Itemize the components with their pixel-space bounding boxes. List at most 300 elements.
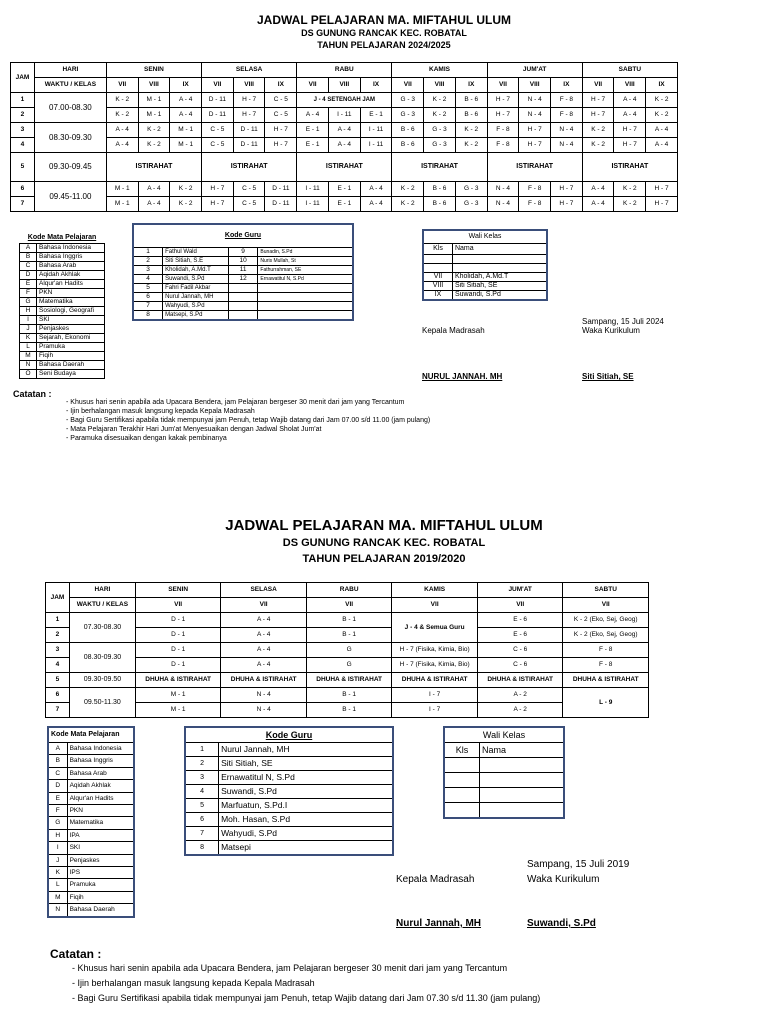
s1-guru-no: 8 — [133, 311, 163, 321]
s2-mapel-table — [47, 726, 135, 918]
s1-mapel-row — [20, 253, 105, 262]
s2-jam-cell: 3 — [46, 643, 70, 658]
s1-guru-no: 7 — [133, 302, 163, 311]
s2-mapel-row — [48, 829, 134, 841]
s2-jam-cell: 1 — [46, 613, 70, 628]
s2-date: Sampang, 15 Juli 2019 — [527, 859, 630, 870]
s1-mapel-code: D — [20, 271, 37, 280]
s1-time-cell: 08.30-09.30 — [34, 123, 106, 153]
s2-mapel-code: H — [48, 829, 67, 841]
s1-wali-name — [452, 264, 547, 273]
s1-cell: K - 2 — [646, 93, 678, 108]
s1-wali-kls: VII — [423, 273, 452, 282]
s2-cell: B - 1 — [306, 613, 392, 628]
s1-cell: H - 7 — [202, 182, 234, 197]
s2-dhuha-cell: DHUHA & ISTIRAHAT — [392, 673, 478, 688]
s1-jam-cell: 6 — [11, 182, 35, 197]
s2-mapel-code: N — [48, 904, 67, 917]
s2-cell: A - 4 — [221, 613, 307, 628]
s1-class-header: IX — [455, 78, 487, 93]
s2-class-header: VII — [563, 598, 649, 613]
s2-mapel-name: Matematika — [67, 817, 134, 829]
s2-cell: D - 1 — [135, 643, 221, 658]
s1-wali-name: Kholidah, A.Md.T — [452, 273, 547, 282]
s2-mapel-row — [48, 842, 134, 854]
s1-cell: K - 2 — [138, 123, 170, 138]
s2-row-1 — [46, 613, 649, 628]
s1-guru-name — [258, 293, 353, 302]
s1-waktu-header: WAKTU / KELAS — [34, 78, 106, 93]
s2-guru-no: 7 — [185, 827, 219, 841]
s1-mapel-row — [20, 325, 105, 334]
s1-cell: M - 1 — [170, 123, 202, 138]
s1-cell: N - 4 — [519, 93, 551, 108]
s1-guru-name — [258, 284, 353, 293]
s1-cell: D - 11 — [202, 93, 234, 108]
s1-kepala-name: NURUL JANNAH. MH — [422, 372, 503, 381]
s1-wali-row — [423, 282, 547, 291]
s2-mapel-row — [48, 904, 134, 917]
s1-cell: B - 6 — [455, 93, 487, 108]
s1-time-cell: 09.45-11.00 — [34, 182, 106, 212]
s1-cell: C - 5 — [265, 108, 297, 123]
s2-row-3 — [46, 643, 649, 658]
s1-class-header: VII — [487, 78, 519, 93]
s2-cell: N - 4 — [221, 703, 307, 718]
s1-guru-row — [133, 257, 353, 266]
s1-guru-name: Nurul Jannah, MH — [163, 293, 229, 302]
s1-cell: H - 7 — [646, 182, 678, 197]
s1-cell: F - 8 — [519, 197, 551, 212]
s1-cell: H - 7 — [202, 197, 234, 212]
s1-note: - Khusus hari senin apabila ada Upacara Bendera, jam Pelajaran bergeser 30 menit dari jam yang Tercantum — [66, 399, 405, 406]
s2-guru-row — [185, 757, 393, 771]
s1-cell: K - 2 — [582, 123, 614, 138]
s1-cell: D - 11 — [233, 123, 265, 138]
s2-mapel-code: J — [48, 854, 67, 866]
s1-mapel-row — [20, 289, 105, 298]
s1-wali-name — [452, 255, 547, 264]
s2-mapel-code: B — [48, 755, 67, 767]
s2-waka-name: Suwandi, S.Pd — [527, 918, 596, 929]
s2-mapel-name: Pramuka — [67, 879, 134, 891]
s2-day-sabtu: SABTU — [563, 583, 649, 598]
s1-cell: A - 4 — [646, 138, 678, 153]
s1-cell: F - 8 — [551, 93, 583, 108]
s1-guru-name: Siti Sitiah, S.E — [163, 257, 229, 266]
s1-cell: H - 7 — [233, 93, 265, 108]
s2-guru-row — [185, 813, 393, 827]
s1-mapel-name: Bahasa Daerah — [37, 361, 105, 370]
s1-guru-no: 3 — [133, 266, 163, 275]
s2-mapel-row — [48, 805, 134, 817]
s2-guru-no: 3 — [185, 771, 219, 785]
s1-cell: H - 7 — [551, 182, 583, 197]
s1-cell: G - 3 — [392, 93, 424, 108]
s1-mapel-name: Seni Budaya — [37, 370, 105, 379]
s2-mapel-code: F — [48, 805, 67, 817]
s1-wali-name: Siti Sitiah, SE — [452, 282, 547, 291]
s1-cell: B - 6 — [392, 123, 424, 138]
s1-guru-name: Fathurrahman, SE — [258, 266, 353, 275]
s1-notes — [66, 398, 430, 443]
s1-guru-row — [133, 311, 353, 321]
s2-guru-no: 2 — [185, 757, 219, 771]
s1-wali-title: Wali Kelas — [468, 233, 502, 240]
s1-mapel-name: Sejarah, Ekonomi — [37, 334, 105, 343]
s1-cell: K - 2 — [614, 182, 646, 197]
s2-guru-row — [185, 799, 393, 813]
s2-mapel-code: E — [48, 792, 67, 804]
s1-cell: G - 3 — [455, 197, 487, 212]
s1-cell: K - 2 — [614, 197, 646, 212]
s1-wali-nama-header: Nama — [452, 244, 547, 255]
s1-mapel-table — [19, 233, 105, 379]
s1-guru-name: Bunadin, S.Pd — [258, 248, 353, 257]
s1-cell: F - 8 — [487, 138, 519, 153]
s1-guru-name: Ernawatitul N, S.Pd — [258, 275, 353, 284]
s1-mapel-name: Bahasa Inggris — [37, 253, 105, 262]
s2-class-header: VII — [135, 598, 221, 613]
s1-mapel-name: Aqidah Akhlak — [37, 271, 105, 280]
s1-guru-row — [133, 266, 353, 275]
s2-mapel-code: M — [48, 891, 67, 903]
s1-istirahat-cell: ISTIRAHAT — [392, 153, 487, 182]
s1-mapel-code: E — [20, 280, 37, 289]
s1-day-rabu: RABU — [297, 63, 392, 78]
s2-cell: H - 7 (Fisika, Kimia, Bio) — [392, 643, 478, 658]
s2-cell: A - 2 — [477, 688, 563, 703]
s2-jam-cell: 6 — [46, 688, 70, 703]
s1-cell: H - 7 — [646, 197, 678, 212]
s2-mapel-name: Bahasa Indonesia — [67, 743, 134, 755]
s1-mapel-row — [20, 370, 105, 379]
s1-cell: F - 8 — [551, 108, 583, 123]
s2-cell: A - 2 — [477, 703, 563, 718]
s1-mapel-name: SKI — [37, 316, 105, 325]
s1-row-1 — [11, 93, 678, 108]
s1-day-jumat: JUM'AT — [487, 63, 582, 78]
s1-cell: A - 4 — [170, 108, 202, 123]
s1-cell: H - 7 — [614, 138, 646, 153]
s2-kepala-name: Nurul Jannah, MH — [396, 918, 482, 929]
s1-cell: C - 5 — [233, 197, 265, 212]
s1-cell: A - 4 — [646, 123, 678, 138]
s2-mapel-row — [48, 867, 134, 879]
s1-cell: K - 2 — [424, 108, 456, 123]
s1-guru-no: 1 — [133, 248, 163, 257]
s1-date: Sampang, 15 Juli 2024 — [582, 317, 664, 326]
s1-mapel-code: A — [20, 244, 37, 253]
s1-cell: K - 2 — [455, 138, 487, 153]
s2-cell: F - 8 — [563, 658, 649, 673]
s1-wali-kls: VIII — [423, 282, 452, 291]
s2-mapel-name: IPS — [67, 867, 134, 879]
s2-wali-title: Wali Kelas — [444, 727, 564, 743]
s2-guru-no: 8 — [185, 841, 219, 856]
s1-mapel-row — [20, 343, 105, 352]
s2-time-cell: 09.30-09.50 — [69, 673, 135, 688]
s1-guru-row — [133, 293, 353, 302]
s1-mapel-name: PKN — [37, 289, 105, 298]
s2-mapel-name: Fiqih — [67, 891, 134, 903]
s1-mapel-name: Sosiologi, Geografi — [37, 307, 105, 316]
s2-guru-no: 1 — [185, 743, 219, 757]
s2-cell: A - 4 — [221, 628, 307, 643]
s1-guru-name: Suwandi, S.Pd — [163, 275, 229, 284]
s2-kamis-note: J - 4 & Semua Guru — [392, 613, 478, 643]
s2-mapel-code: K — [48, 867, 67, 879]
s1-guru-no — [228, 311, 258, 321]
s1-cell: G - 3 — [424, 138, 456, 153]
s1-cell: E - 1 — [328, 197, 360, 212]
s1-mapel-code: G — [20, 298, 37, 307]
s1-cell: H - 7 — [582, 108, 614, 123]
s1-class-header: IX — [551, 78, 583, 93]
s2-cell: K - 2 (Eko, Sej, Geog) — [563, 613, 649, 628]
s2-cell: I - 7 — [392, 703, 478, 718]
s2-cell: N - 4 — [221, 688, 307, 703]
s2-note: - Khusus hari senin apabila ada Upacara Bendera, jam Pelajaran bergeser 30 menit dari jam yang Tercantum — [72, 963, 508, 973]
s1-guru-name — [258, 311, 353, 321]
s1-guru-title: Kode Guru — [224, 232, 262, 239]
s1-row-6 — [11, 182, 678, 197]
s1-guru-table — [132, 223, 354, 321]
s2-wali-cell — [444, 788, 480, 803]
s1-mapel-row — [20, 280, 105, 289]
s1-cell: G - 3 — [455, 182, 487, 197]
s1-class-header: VII — [297, 78, 329, 93]
s1-wali-row — [423, 291, 547, 301]
s1-class-header: VIII — [233, 78, 265, 93]
s1-subtitle: DS GUNUNG RANCAK KEC. ROBATAL — [301, 28, 467, 38]
s2-cell: C - 6 — [477, 643, 563, 658]
s2-mapel-row — [48, 755, 134, 767]
s2-guru-row — [185, 785, 393, 799]
s1-cell: H - 7 — [551, 197, 583, 212]
s1-cell: A - 4 — [106, 123, 138, 138]
s1-row-4 — [11, 138, 678, 153]
s2-kepala-label: Kepala Madrasah — [396, 874, 475, 885]
s2-cell: I - 7 — [392, 688, 478, 703]
s2-guru-row — [185, 743, 393, 757]
s2-day-jumat: JUM'AT — [477, 583, 563, 598]
s1-wali-row — [423, 264, 547, 273]
s1-istirahat-cell: ISTIRAHAT — [297, 153, 392, 182]
s1-cell: M - 1 — [106, 197, 138, 212]
s1-cell: M - 1 — [138, 108, 170, 123]
s2-mapel-name: Alqur'an Hadits — [67, 792, 134, 804]
s2-row-6 — [46, 688, 649, 703]
s2-cell: A - 4 — [221, 643, 307, 658]
s1-cell: A - 4 — [360, 197, 392, 212]
s2-class-header: VII — [306, 598, 392, 613]
s2-cell: H - 7 (Fisika, Kimia, Bio) — [392, 658, 478, 673]
s1-mapel-name: Bahasa Indonesia — [37, 244, 105, 253]
s1-cell: A - 4 — [170, 93, 202, 108]
s1-cell: K - 2 — [582, 138, 614, 153]
s1-cell: B - 6 — [424, 182, 456, 197]
s1-note: - Mata Pelajaran Terakhir Hari Jum'at Menyesuaikan dengan Jadwal Sholat Jum'at — [66, 426, 322, 433]
s2-class-header: VII — [221, 598, 307, 613]
s2-mapel-code: G — [48, 817, 67, 829]
s1-mapel-row — [20, 361, 105, 370]
s1-wali-row — [423, 255, 547, 264]
s2-wali-table — [443, 726, 565, 819]
s1-class-header: IX — [360, 78, 392, 93]
s1-catatan: Catatan : — [13, 389, 52, 399]
s2-guru-table — [184, 726, 394, 856]
s1-time-cell: 07.00-08.30 — [34, 93, 106, 123]
s2-mapel-title: Kode Mata Pelajaran — [48, 727, 134, 743]
s2-class-header: VII — [477, 598, 563, 613]
s2-waka-label: Waka Kurikulum — [527, 874, 600, 885]
s1-cell: A - 4 — [328, 138, 360, 153]
s2-cell: G — [306, 643, 392, 658]
s1-mapel-code: H — [20, 307, 37, 316]
s2-mapel-row — [48, 854, 134, 866]
s1-guru-row — [133, 248, 353, 257]
s2-wali-kls-header: Kls — [444, 743, 480, 758]
s1-mapel-title: Kode Mata Pelajaran — [27, 234, 97, 241]
s2-mapel-name: Penjaskes — [67, 854, 134, 866]
s1-mapel-code: F — [20, 289, 37, 298]
s1-istirahat-cell: ISTIRAHAT — [582, 153, 677, 182]
s1-row-3 — [11, 123, 678, 138]
s2-schedule-table — [45, 582, 649, 718]
s2-guru-name: Ernawatitul N, S.Pd — [219, 771, 393, 785]
s1-mapel-row — [20, 271, 105, 280]
s2-jam-cell: 7 — [46, 703, 70, 718]
s1-cell: A - 4 — [138, 182, 170, 197]
s1-cell: C - 5 — [233, 182, 265, 197]
s2-note: - Ijin berhalangan masuk langsung kepada Kepala Madrasah — [72, 978, 315, 988]
s2-subtitle: DS GUNUNG RANCAK KEC. ROBATAL — [282, 537, 486, 549]
s2-day-rabu: RABU — [306, 583, 392, 598]
s1-cell: K - 2 — [138, 138, 170, 153]
s1-guru-no: 6 — [133, 293, 163, 302]
s2-cell: F - 8 — [563, 643, 649, 658]
s2-guru-row — [185, 841, 393, 856]
s1-istirahat-cell: ISTIRAHAT — [106, 153, 201, 182]
s1-cell: C - 5 — [202, 123, 234, 138]
s2-guru-name: Marfuatun, S.Pd.I — [219, 799, 393, 813]
s1-cell: B - 6 — [392, 138, 424, 153]
s2-row-5 — [46, 673, 649, 688]
s1-guru-no: 9 — [228, 248, 258, 257]
s1-guru-no: 2 — [133, 257, 163, 266]
s1-jam-cell: 4 — [11, 138, 35, 153]
s1-cell: A - 4 — [297, 108, 329, 123]
s2-cell: B - 1 — [306, 703, 392, 718]
s1-guru-row — [133, 284, 353, 293]
s1-cell: K - 2 — [455, 123, 487, 138]
s1-cell: H - 7 — [265, 138, 297, 153]
s1-class-header: VII — [392, 78, 424, 93]
s1-guru-row — [133, 302, 353, 311]
s2-mapel-name: Aqidah Akhlak — [67, 780, 134, 792]
s1-cell: E - 1 — [297, 138, 329, 153]
s1-class-header: VIII — [328, 78, 360, 93]
s1-rabu-note: J - 4 SETENGAH JAM — [297, 93, 392, 108]
s2-title: JADWAL PELAJARAN MA. MIFTAHUL ULUM — [225, 517, 543, 534]
s2-wali-cell — [480, 773, 564, 788]
s2-mapel-name: IPA — [67, 829, 134, 841]
s2-mapel-row — [48, 817, 134, 829]
s1-guru-name: Matsepi, S.Pd — [163, 311, 229, 321]
s2-guru-no: 4 — [185, 785, 219, 799]
s1-day-kamis: KAMIS — [392, 63, 487, 78]
s1-day-senin: SENIN — [106, 63, 201, 78]
s1-row-7 — [11, 197, 678, 212]
s1-cell: I - 11 — [360, 123, 392, 138]
s2-cell: A - 4 — [221, 658, 307, 673]
s1-waka-name: Siti Sitiah, SE — [582, 372, 634, 381]
s2-cell: E - 6 — [477, 628, 563, 643]
s2-cell: D - 1 — [135, 628, 221, 643]
s1-cell: N - 4 — [551, 123, 583, 138]
s1-istirahat-cell: ISTIRAHAT — [487, 153, 582, 182]
s1-mapel-row — [20, 262, 105, 271]
s1-hari-header: HARI — [34, 63, 106, 78]
s1-wali-kls-header: Kls — [423, 244, 452, 255]
s2-day-selasa: SELASA — [221, 583, 307, 598]
s1-guru-no: 10 — [228, 257, 258, 266]
s1-kepala-label: Kepala Madrasah — [422, 326, 485, 335]
s1-cell: E - 1 — [360, 108, 392, 123]
s2-cell: G — [306, 658, 392, 673]
s1-mapel-row — [20, 244, 105, 253]
s2-guru-no: 5 — [185, 799, 219, 813]
s1-mapel-code: K — [20, 334, 37, 343]
s2-wali-cell — [480, 758, 564, 773]
s2-mapel-name: Bahasa Inggris — [67, 755, 134, 767]
s1-jam-cell: 3 — [11, 123, 35, 138]
s1-mapel-name: Matematika — [37, 298, 105, 307]
s2-mapel-row — [48, 743, 134, 755]
s2-mapel-row — [48, 879, 134, 891]
s2-cell: M - 1 — [135, 703, 221, 718]
s2-dhuha-cell: DHUHA & ISTIRAHAT — [563, 673, 649, 688]
s1-jam-cell: 5 — [11, 153, 35, 182]
s1-mapel-name: Fiqih — [37, 352, 105, 361]
s1-cell: K - 2 — [424, 93, 456, 108]
s1-mapel-code: C — [20, 262, 37, 271]
s2-guru-row — [185, 827, 393, 841]
s1-guru-no: 4 — [133, 275, 163, 284]
s1-waka-label: Waka Kurikulum — [582, 326, 640, 335]
s2-guru-no: 6 — [185, 813, 219, 827]
s1-cell: A - 4 — [614, 108, 646, 123]
s2-cell: B - 1 — [306, 628, 392, 643]
s1-wali-name: Suwandi, S.Pd — [452, 291, 547, 301]
s2-dhuha-cell: DHUHA & ISTIRAHAT — [221, 673, 307, 688]
s2-guru-name: Nurul Jannah, MH — [219, 743, 393, 757]
s1-mapel-name: Pramuka — [37, 343, 105, 352]
s2-guru-name: Moh. Hasan, S.Pd — [219, 813, 393, 827]
s1-cell: K - 2 — [106, 108, 138, 123]
s2-cell: D - 1 — [135, 613, 221, 628]
s2-cell: C - 6 — [477, 658, 563, 673]
s1-cell: F - 8 — [519, 182, 551, 197]
s1-cell: K - 2 — [392, 197, 424, 212]
s2-guru-name: Suwandi, S.Pd — [219, 785, 393, 799]
s1-class-header: IX — [646, 78, 678, 93]
s1-cell: N - 4 — [551, 138, 583, 153]
s2-jam-cell: 5 — [46, 673, 70, 688]
s2-mapel-name: SKI — [67, 842, 134, 854]
s1-guru-no: 11 — [228, 266, 258, 275]
